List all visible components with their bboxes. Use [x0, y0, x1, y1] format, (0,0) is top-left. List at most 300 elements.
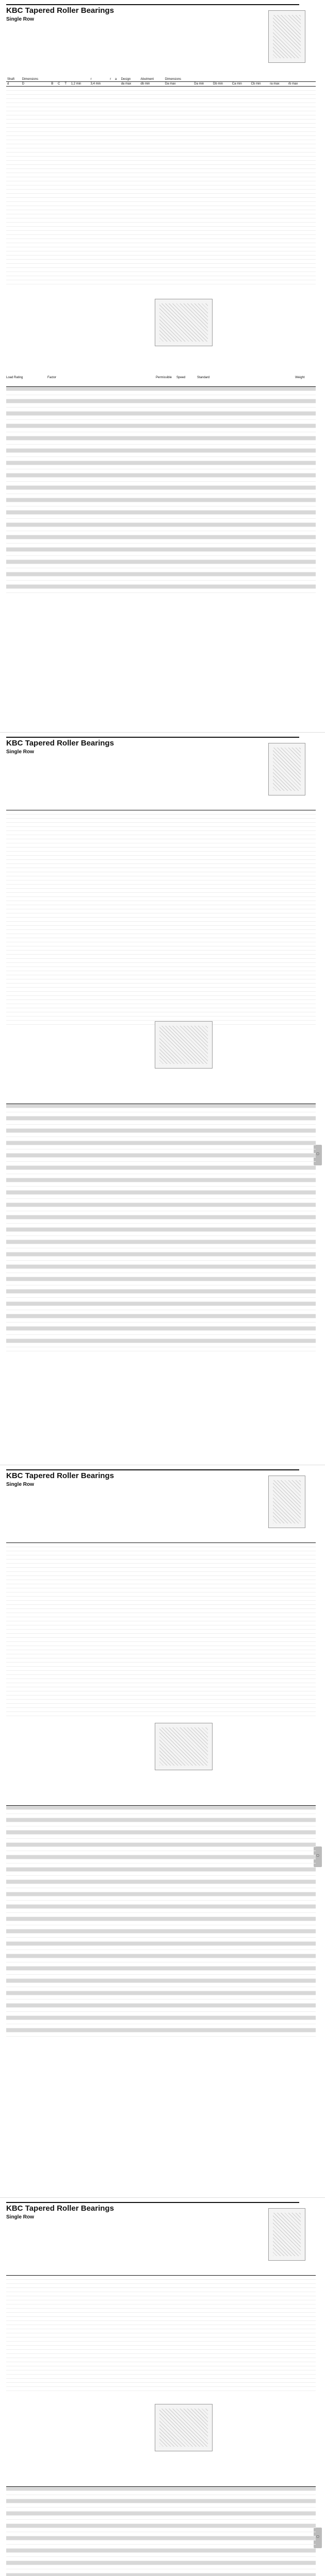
table-cell — [301, 897, 316, 901]
table-cell — [213, 979, 228, 984]
table-cell — [227, 1691, 242, 1696]
table-cell — [65, 1547, 80, 1551]
table-cell — [212, 169, 231, 173]
table-cell — [135, 1822, 161, 1826]
table-row — [6, 1547, 316, 1551]
table-cell — [231, 239, 250, 243]
table-cell — [213, 589, 238, 593]
table-cell — [51, 979, 66, 984]
table-cell — [198, 1601, 213, 1605]
table-cell — [21, 1551, 36, 1555]
table-cell — [271, 988, 286, 992]
table-cell — [80, 1584, 95, 1588]
table-cell — [57, 272, 63, 276]
table-cell — [94, 1004, 109, 1008]
table-cell — [238, 1327, 264, 1331]
table-cell — [57, 99, 63, 103]
table-row — [6, 1178, 316, 1182]
table-cell — [269, 276, 287, 280]
table-cell — [32, 1888, 58, 1892]
table-cell — [109, 115, 114, 120]
table-cell — [213, 506, 238, 511]
table-cell — [212, 206, 231, 210]
table-cell — [114, 136, 120, 140]
table-cell — [89, 260, 109, 264]
table-cell — [124, 1658, 139, 1663]
table-cell — [84, 1925, 109, 1929]
table-cell — [287, 95, 306, 99]
table-row — [6, 103, 316, 107]
table-cell — [65, 827, 80, 831]
table-cell — [32, 1261, 58, 1265]
table-cell — [21, 823, 36, 827]
table-cell — [290, 1236, 316, 1240]
table-cell — [80, 1012, 95, 1016]
table-cell — [58, 395, 84, 399]
table-cell — [135, 1158, 161, 1162]
table-cell — [84, 548, 109, 552]
table-cell — [80, 1560, 95, 1564]
table-cell — [109, 1704, 124, 1708]
table-cell — [84, 1863, 109, 1868]
table-cell — [161, 428, 187, 432]
table-cell — [183, 852, 198, 856]
table-cell — [257, 975, 272, 979]
table-cell — [286, 971, 301, 975]
table-cell — [6, 1265, 32, 1269]
table-cell — [36, 975, 51, 979]
table-cell — [70, 223, 90, 227]
table-cell — [109, 486, 135, 490]
table-cell — [290, 1207, 316, 1211]
table-cell — [238, 498, 264, 502]
table-cell — [109, 585, 135, 589]
table-cell — [94, 864, 109, 868]
table-cell — [168, 988, 183, 992]
table-cell — [187, 1921, 213, 1925]
table-cell — [264, 1290, 290, 1294]
table-cell — [198, 1568, 213, 1572]
table-row — [6, 946, 316, 951]
table-cell — [63, 206, 70, 210]
table-cell — [250, 239, 269, 243]
table-cell — [36, 868, 51, 872]
table-cell — [51, 893, 66, 897]
table-cell — [58, 1847, 84, 1851]
table-cell — [242, 848, 257, 852]
table-cell — [109, 984, 124, 988]
table-cell — [161, 511, 187, 515]
table-cell — [124, 909, 139, 913]
table-cell — [264, 564, 290, 568]
table-cell — [154, 823, 169, 827]
table-cell — [286, 1021, 301, 1025]
table-cell — [135, 478, 161, 482]
table-cell — [168, 1601, 183, 1605]
table-cell — [94, 1551, 109, 1555]
table-cell — [6, 893, 21, 897]
table-cell — [65, 880, 80, 885]
table-cell — [21, 918, 36, 922]
table-cell — [271, 951, 286, 955]
table-cell — [238, 1310, 264, 1314]
table-cell — [57, 128, 63, 132]
table-cell — [6, 1178, 32, 1182]
table-cell — [32, 1876, 58, 1880]
table-cell — [50, 214, 57, 218]
table-cell — [290, 1826, 316, 1831]
table-cell — [6, 1863, 32, 1868]
table-cell — [227, 959, 242, 963]
table-cell — [193, 231, 212, 235]
table-cell — [264, 1232, 290, 1236]
table-cell — [135, 1925, 161, 1929]
table-cell — [65, 1634, 80, 1638]
table-cell — [6, 1601, 21, 1605]
table-cell — [6, 87, 21, 91]
table-cell — [63, 144, 70, 148]
table-cell — [6, 852, 21, 856]
table-cell — [109, 819, 124, 823]
table-cell — [84, 424, 109, 428]
table-cell — [161, 1331, 187, 1335]
table-cell — [213, 482, 238, 486]
table-row — [6, 1182, 316, 1187]
table-row — [6, 564, 316, 568]
table-cell — [109, 1671, 124, 1675]
table-row — [6, 819, 316, 823]
table-cell — [290, 1191, 316, 1195]
table-cell — [227, 992, 242, 996]
table-cell — [187, 432, 213, 436]
table-cell — [124, 1568, 139, 1572]
table-cell — [301, 1700, 316, 1704]
table-cell — [250, 268, 269, 272]
table-cell — [271, 1592, 286, 1597]
table-cell — [213, 1621, 228, 1625]
table-cell — [301, 1650, 316, 1654]
table-cell — [213, 1149, 238, 1154]
table-cell — [187, 531, 213, 535]
table-cell — [94, 1560, 109, 1564]
table-cell — [286, 1564, 301, 1568]
table-cell — [80, 1588, 95, 1592]
table-cell — [286, 852, 301, 856]
table-cell — [257, 1016, 272, 1021]
table-cell — [36, 843, 51, 848]
table-cell — [257, 955, 272, 959]
table-row — [6, 1224, 316, 1228]
table-cell — [290, 486, 316, 490]
table-cell — [290, 531, 316, 535]
table-cell — [269, 140, 287, 144]
table-cell — [301, 885, 316, 889]
table-cell — [257, 1700, 272, 1704]
table-cell — [227, 872, 242, 876]
table-cell — [36, 864, 51, 868]
table-cell — [290, 445, 316, 449]
table-cell — [135, 428, 161, 432]
table-cell — [227, 1708, 242, 1712]
table-cell — [32, 1859, 58, 1863]
table-cell — [114, 243, 120, 247]
table-cell — [213, 1252, 238, 1257]
table-cell — [161, 498, 187, 502]
table-cell — [164, 202, 193, 206]
table-cell — [94, 856, 109, 860]
table-cell — [109, 1339, 135, 1343]
load-rating-table — [6, 1805, 316, 2037]
table-cell — [250, 124, 269, 128]
table-cell — [135, 1921, 161, 1925]
table-cell — [84, 1265, 109, 1269]
table-cell — [57, 111, 63, 115]
table-cell — [213, 412, 238, 416]
table-cell — [51, 1564, 66, 1568]
table-cell — [94, 843, 109, 848]
table-cell — [183, 1704, 198, 1708]
table-cell — [135, 1215, 161, 1219]
table-cell — [238, 1892, 264, 1896]
table-cell — [109, 1203, 135, 1207]
table-cell — [161, 1228, 187, 1232]
table-cell — [301, 1547, 316, 1551]
table-cell — [94, 1696, 109, 1700]
table-cell — [6, 1162, 32, 1166]
table-cell — [193, 198, 212, 202]
table-cell — [264, 1137, 290, 1141]
table-cell — [183, 1605, 198, 1609]
table-cell — [6, 1806, 32, 1810]
table-cell — [187, 1219, 213, 1224]
table-cell — [51, 1679, 66, 1683]
table-row — [6, 1576, 316, 1580]
table-cell — [84, 1306, 109, 1310]
table-cell — [58, 1339, 84, 1343]
table-cell — [65, 1613, 80, 1617]
table-cell — [161, 399, 187, 403]
table-cell — [21, 161, 50, 165]
table-cell — [183, 880, 198, 885]
table-row — [6, 1814, 316, 1818]
table-cell — [193, 103, 212, 107]
table-cell — [6, 568, 32, 572]
table-cell — [84, 577, 109, 581]
table-cell — [135, 482, 161, 486]
table-cell — [84, 1298, 109, 1302]
table-cell — [6, 938, 21, 942]
table-cell — [257, 1687, 272, 1691]
table-cell — [57, 231, 63, 235]
table-cell — [213, 416, 238, 420]
table-cell — [50, 181, 57, 185]
table-cell — [269, 169, 287, 173]
table-cell — [57, 181, 63, 185]
table-cell — [290, 1166, 316, 1170]
table-cell — [168, 967, 183, 971]
table-cell — [198, 1597, 213, 1601]
table-cell — [257, 860, 272, 864]
table-cell — [139, 1016, 154, 1021]
table-cell — [6, 1683, 21, 1687]
table-cell — [51, 913, 66, 918]
table-cell — [32, 1347, 58, 1351]
table-cell — [63, 95, 70, 99]
table-cell — [80, 1630, 95, 1634]
table-cell — [109, 469, 135, 473]
table-cell — [290, 1137, 316, 1141]
table-cell — [94, 1691, 109, 1696]
table-cell — [213, 1257, 238, 1261]
table-cell — [198, 1613, 213, 1617]
table-cell — [21, 268, 50, 272]
table-cell — [168, 1584, 183, 1588]
table-cell — [63, 185, 70, 190]
table-cell — [84, 1318, 109, 1323]
table-cell — [154, 819, 169, 823]
table-cell — [213, 1691, 228, 1696]
table-cell — [63, 247, 70, 251]
table-cell — [6, 1650, 21, 1654]
table-cell — [238, 560, 264, 564]
table-cell — [269, 128, 287, 132]
table-cell — [212, 157, 231, 161]
table-cell — [32, 1203, 58, 1207]
table-cell — [80, 860, 95, 864]
table-cell — [187, 1335, 213, 1339]
table-cell — [250, 231, 269, 235]
table-row — [6, 1174, 316, 1178]
table-cell — [312, 276, 316, 280]
table-cell — [287, 202, 306, 206]
table-row — [6, 99, 316, 103]
table-cell — [124, 1704, 139, 1708]
table-cell — [269, 206, 287, 210]
table-cell — [213, 1314, 238, 1318]
table-cell — [84, 1129, 109, 1133]
table-cell — [227, 984, 242, 988]
table-cell — [94, 1568, 109, 1572]
table-cell — [63, 218, 70, 223]
table-cell — [287, 256, 306, 260]
table-cell — [164, 128, 193, 132]
table-row — [6, 1892, 316, 1896]
table-cell — [124, 872, 139, 876]
table-cell — [36, 1663, 51, 1667]
table-cell — [271, 1609, 286, 1613]
table-cell — [80, 1601, 95, 1605]
table-cell — [187, 1236, 213, 1240]
table-cell — [65, 963, 80, 967]
table-cell — [227, 1663, 242, 1667]
table-cell — [231, 132, 250, 136]
table-cell — [257, 1679, 272, 1683]
table-cell — [154, 835, 169, 839]
table-row — [6, 1584, 316, 1588]
table-cell — [161, 548, 187, 552]
table-cell — [242, 1588, 257, 1592]
table-cell — [290, 556, 316, 560]
table-cell — [227, 1021, 242, 1025]
table-cell — [58, 1112, 84, 1116]
table-cell — [301, 810, 316, 815]
table-cell — [84, 403, 109, 408]
table-cell — [109, 120, 114, 124]
table-cell — [154, 1634, 169, 1638]
table-cell — [301, 843, 316, 848]
table-cell — [213, 1826, 238, 1831]
table-cell — [58, 1116, 84, 1121]
table-cell — [58, 1244, 84, 1248]
table-cell — [109, 1630, 124, 1634]
table-cell — [84, 1327, 109, 1331]
table-cell — [135, 490, 161, 494]
table-cell — [84, 1859, 109, 1863]
table-cell — [124, 984, 139, 988]
table-cell — [135, 1112, 161, 1116]
table-cell — [286, 1580, 301, 1584]
table-cell — [250, 140, 269, 144]
table-cell — [94, 934, 109, 938]
table-cell — [50, 190, 57, 194]
table-cell — [32, 1306, 58, 1310]
table-cell — [286, 1004, 301, 1008]
table-cell — [51, 1683, 66, 1687]
table-cell — [271, 905, 286, 909]
table-cell — [6, 1219, 32, 1224]
table-cell — [6, 1133, 32, 1137]
table-cell — [161, 564, 187, 568]
table-cell — [301, 1663, 316, 1667]
table-cell — [231, 243, 250, 247]
table-row — [6, 1901, 316, 1905]
table-cell — [154, 856, 169, 860]
table-cell — [6, 1203, 32, 1207]
table-row — [6, 264, 316, 268]
table-cell — [286, 1588, 301, 1592]
table-cell — [21, 144, 50, 148]
table-cell — [84, 1806, 109, 1810]
table-cell — [109, 1568, 124, 1572]
table-cell — [50, 115, 57, 120]
table-cell — [187, 1187, 213, 1191]
table-cell — [65, 955, 80, 959]
table-cell — [63, 223, 70, 227]
table-cell — [109, 852, 124, 856]
table-cell — [94, 1016, 109, 1021]
table-cell — [257, 1000, 272, 1004]
table-cell — [168, 979, 183, 984]
table-cell — [36, 1597, 51, 1601]
table-cell — [58, 1207, 84, 1211]
table-cell — [287, 214, 306, 218]
table-cell — [57, 169, 63, 173]
table-cell — [65, 1004, 80, 1008]
table-cell — [109, 1108, 135, 1112]
table-row — [6, 835, 316, 839]
table-cell — [139, 988, 154, 992]
table-cell — [124, 860, 139, 864]
table-cell — [36, 1679, 51, 1683]
table-cell — [109, 1306, 135, 1310]
table-cell — [36, 1700, 51, 1704]
table-cell — [58, 1187, 84, 1191]
table-cell — [161, 1884, 187, 1888]
table-cell — [301, 1625, 316, 1630]
table-cell — [6, 95, 21, 99]
table-cell — [124, 942, 139, 946]
table-cell — [213, 955, 228, 959]
